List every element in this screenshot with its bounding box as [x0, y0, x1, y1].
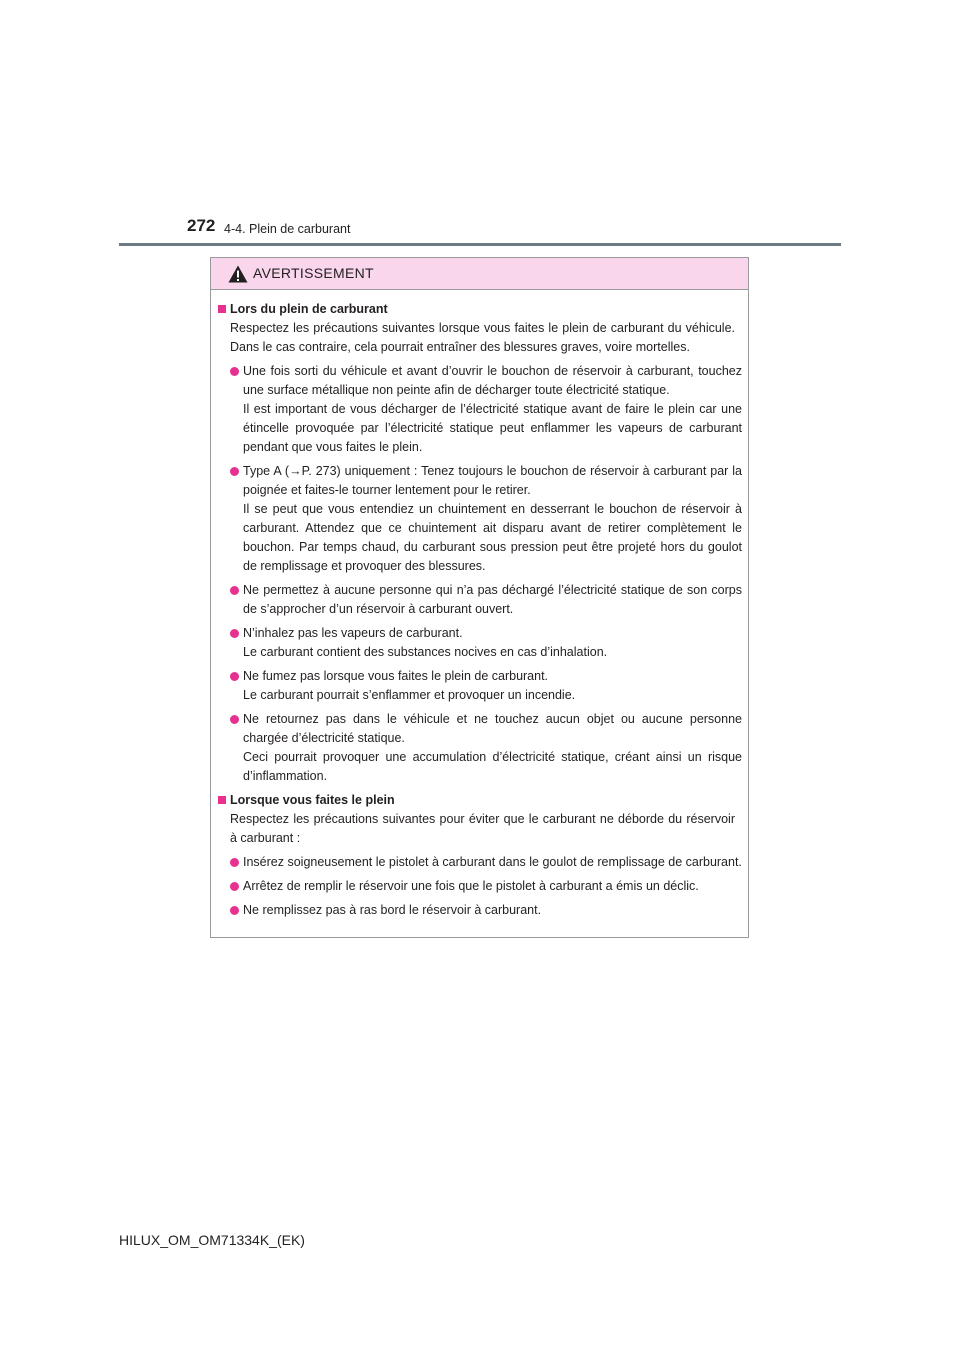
- round-bullet-icon: [230, 367, 239, 376]
- bullet-text: Le carburant contient des substances nocives en cas d’inhalation.: [243, 645, 608, 659]
- footer-code: HILUX_OM_OM71334K_(EK): [119, 1232, 305, 1248]
- warning-header: [211, 258, 748, 290]
- bullet-text: Il est important de vous décharger de l’électricité statique avant de faire le plein car une étincelle provoquée par l’électricité statique peut enflammer les vapeurs de carburant pendant que vous faites le plein.: [243, 402, 742, 454]
- bullet-text: Arrêtez de remplir le réservoir une fois que le pistolet à carburant a émis un déclic.: [243, 879, 699, 893]
- bullet-item: [217, 624, 742, 662]
- section-intro: Respectez les précautions suivantes pour éviter que le carburant ne déborde du réservoir à carburant :: [230, 812, 735, 845]
- warning-body: [211, 290, 748, 920]
- round-bullet-icon: [230, 858, 239, 867]
- bullet-item: [217, 667, 742, 705]
- square-bullet-icon: [218, 305, 226, 313]
- warning-box: [210, 257, 749, 938]
- warning-triangle-icon: [228, 265, 248, 283]
- bullet-text: Ne permettez à aucune personne qui n’a pas déchargé l’électricité statique de son corps de s’approcher d’un réservoir à carburant ouvert.: [243, 583, 742, 616]
- round-bullet-icon: [230, 906, 239, 915]
- section-heading: [217, 791, 742, 810]
- bullet-text: Le carburant pourrait s’enflammer et provoquer un incendie.: [243, 688, 576, 702]
- round-bullet-icon: [230, 586, 239, 595]
- bullet-text: Insérez soigneusement le pistolet à carburant dans le goulot de remplissage de carburant.: [243, 855, 742, 869]
- bullet-item: [217, 710, 742, 786]
- header-rule: [119, 243, 841, 246]
- bullet-item: [217, 581, 742, 619]
- bullet-item: [217, 901, 742, 920]
- round-bullet-icon: [230, 672, 239, 681]
- bullet-text: Il se peut que vous entendiez un chuintement en desserrant le bouchon de réservoir à carburant. Attendez que ce chuintement ait disparu avant de retirer complètement le bouchon. Par temps chaud, du carburant sous pression peut être projeté hors du goulot de remplissage et provoquer des blessures.: [243, 502, 742, 573]
- warning-title: AVERTISSEMENT: [253, 265, 374, 281]
- bullet-text: Type A (→P. 273) uniquement : Tenez toujours le bouchon de réservoir à carburant par la poignée et faites-le tourner lentement pour le retirer.: [243, 464, 742, 497]
- section-intro: Respectez les précautions suivantes lorsque vous faites le plein de carburant du véhicule. Dans le cas contraire, cela pourrait entraîner des blessures graves, voire mortelles.: [230, 321, 735, 354]
- bullet-item: [217, 877, 742, 896]
- bullet-list: [217, 362, 742, 786]
- section-title: 4-4. Plein de carburant: [224, 222, 351, 236]
- bullet-text: Ceci pourrait provoquer une accumulation d’électricité statique, créant ainsi un risque d’inflammation.: [243, 750, 742, 783]
- bullet-list: [217, 853, 742, 920]
- bullet-item: [217, 853, 742, 872]
- section-heading-text: Lors du plein de carburant: [230, 302, 388, 316]
- warning-section: [217, 300, 742, 786]
- bullet-text: Ne retournez pas dans le véhicule et ne touchez aucun objet ou aucune personne chargée d’électricité statique.: [243, 712, 742, 745]
- square-bullet-icon: [218, 796, 226, 804]
- bullet-text: Ne remplissez pas à ras bord le réservoir à carburant.: [243, 903, 542, 917]
- round-bullet-icon: [230, 882, 239, 891]
- section-heading-text: Lorsque vous faites le plein: [230, 793, 395, 807]
- bullet-item: [217, 362, 742, 457]
- section-heading: [217, 300, 742, 319]
- bullet-item: [217, 462, 742, 576]
- bullet-text: Ne fumez pas lorsque vous faites le plein de carburant.: [243, 669, 549, 683]
- page-number: 272: [187, 216, 216, 235]
- warning-section: [217, 791, 742, 920]
- round-bullet-icon: [230, 629, 239, 638]
- round-bullet-icon: [230, 467, 239, 476]
- round-bullet-icon: [230, 715, 239, 724]
- bullet-text: N’inhalez pas les vapeurs de carburant.: [243, 626, 463, 640]
- bullet-text: Une fois sorti du véhicule et avant d’ouvrir le bouchon de réservoir à carburant, touchez une surface métallique non peinte afin de décharger toute électricité statique.: [243, 364, 742, 397]
